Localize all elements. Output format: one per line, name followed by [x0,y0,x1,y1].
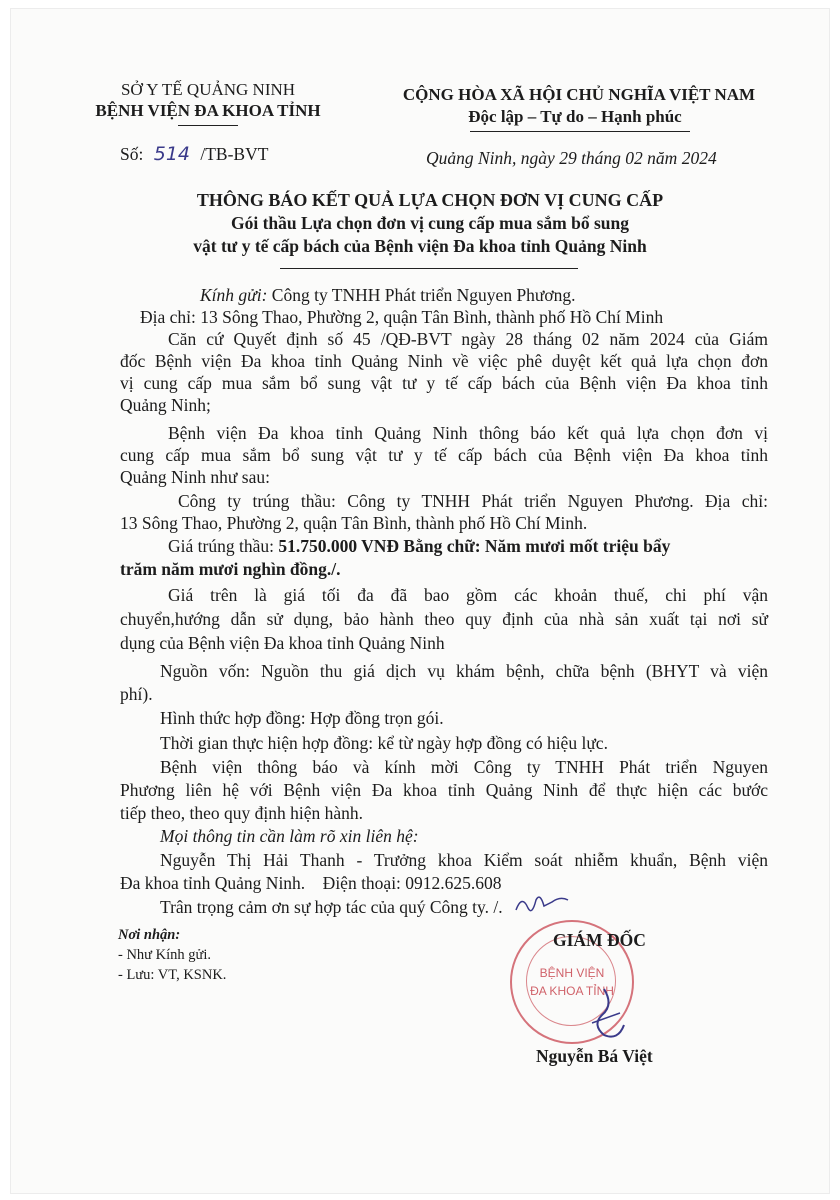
org-parent: SỞ Y TẾ QUẢNG NINH [120,80,296,99]
doc-number-prefix: Số: [120,144,144,164]
stamp-text-2: ĐA KHOA TỈNH [530,984,614,998]
para-contact-line1: Nguyễn Thị Hải Thanh - Trưởng khoa Kiểm soát nhiễm khuẩn, Bệnh viện [160,850,768,870]
price-label: Giá trúng thầu: [168,536,279,556]
para-basis-line2: đốc Bệnh viện Đa khoa tỉnh Quảng Ninh về việc phê duyệt kết quả lựa chọn đơn [120,351,768,371]
para-price-line2: trăm năm mươi nghìn đồng./. [120,559,341,579]
price-value: 51.750.000 VNĐ Bằng chữ: Năm mươi mốt triệu bẩy [278,536,671,556]
para-funding-line2: phí). [120,684,153,704]
para-notice-line1: Bệnh viện Đa khoa tỉnh Quảng Ninh thông báo kết quả lựa chọn đơn vị [168,423,768,443]
signer-name: Nguyễn Bá Việt [536,1046,653,1066]
org-name: BỆNH VIỆN ĐA KHOA TỈNH [95,101,321,120]
para-thanks: Trân trọng cảm ơn sự hợp tác của quý Công ty. /. [160,897,503,917]
initials-scribble [512,890,572,918]
para-invite-line1: Bệnh viện thông báo và kính mời Công ty TNHH Phát triển Nguyen [160,757,768,777]
para-price-line1 [168,536,768,557]
notice-title: THÔNG BÁO KẾT QUẢ LỰA CHỌN ĐƠN VỊ CUNG CẤP [196,190,664,210]
para-notice-line3: Quảng Ninh như sau: [120,467,270,487]
date-line: Quảng Ninh, ngày 29 tháng 02 năm 2024 [426,148,717,168]
para-contract-type: Hình thức hợp đồng: Hợp đồng trọn gói. [160,708,444,728]
para-winner-line1: Công ty trúng thầu: Công ty TNHH Phát triển Nguyen Phương. Địa chỉ: [178,491,768,511]
stamp-text-1: BỆNH VIỆN [539,966,605,980]
signature-icon [574,985,634,1045]
para-winner-line2: 13 Sông Thao, Phường 2, quận Tân Bình, thành phố Hồ Chí Minh. [120,513,588,533]
recipients-item-1: - Như Kính gửi. [118,947,212,963]
notice-subtitle-2: vật tư y tế cấp bách của Bệnh viện Đa khoa tỉnh Quảng Ninh [193,236,647,256]
notice-subtitle-1: Gói thầu Lựa chọn đơn vị cung cấp mua sắm bổ sung [230,213,629,233]
recipient-line [200,285,576,306]
doc-number-suffix: /TB-BVT [200,144,269,164]
org-underline [178,125,238,126]
signer-title: GIÁM ĐỐC [553,930,646,950]
para-invite-line2: Phương liên hệ với Bệnh viện Đa khoa tỉnh Quảng Ninh để thực hiện các bước [120,780,768,800]
para-price-note-line2: chuyển,hướng dẫn sử dụng, bảo hành theo quy định của nhà sản xuất tại nơi sử [120,609,768,629]
doc-number [120,143,268,165]
handwritten-number: 514 [153,143,190,165]
para-invite-line3: tiếp theo, theo quy định hiện hành. [120,803,364,823]
motto-underline [470,131,690,132]
title-underline [280,268,578,269]
recipients-item-2: - Lưu: VT, KSNK. [118,967,227,983]
para-notice-line2: cung cấp mua sắm bổ sung vật tư y tế cấp bách của Bệnh viện Đa khoa tỉnh [120,445,768,465]
recipient-label: Kính gửi: [200,285,268,305]
national-title: CỘNG HÒA XÃ HỘI CHỦ NGHĨA VIỆT NAM [402,85,756,104]
recipient-address: Địa chỉ: 13 Sông Thao, Phường 2, quận Tân Bình, thành phố Hồ Chí Minh [140,307,664,327]
para-funding-line1: Nguồn vốn: Nguồn thu giá dịch vụ khám bệnh, chữa bệnh (BHYT và viện [160,661,768,681]
para-price-note-line3: dụng của Bệnh viện Đa khoa tỉnh Quảng Ninh [120,633,445,653]
para-basis-line4: Quảng Ninh; [120,395,211,415]
para-contract-time: Thời gian thực hiện hợp đồng: kể từ ngày hợp đồng có hiệu lực. [160,733,608,753]
recipient-name: Công ty TNHH Phát triển Nguyen Phương. [271,285,576,305]
recipients-label: Nơi nhận: [118,927,181,943]
para-contact-line2: Đa khoa tỉnh Quảng Ninh. Điện thoại: 0912.625.608 [120,873,502,893]
para-basis-line3: vị cung cấp mua sắm bổ sung vật tư y tế cấp bách của Bệnh viện Đa khoa tỉnh [120,373,768,393]
national-motto: Độc lập – Tự do – Hạnh phúc [468,107,682,126]
para-contact-intro: Mọi thông tin cần làm rõ xin liên hệ: [160,826,419,846]
para-price-note-line1: Giá trên là giá tối đa đã bao gồm các khoản thuế, chi phí vận [168,585,768,605]
para-basis-line1: Căn cứ Quyết định số 45 /QĐ-BVT ngày 28 tháng 02 năm 2024 của Giám [168,329,768,349]
